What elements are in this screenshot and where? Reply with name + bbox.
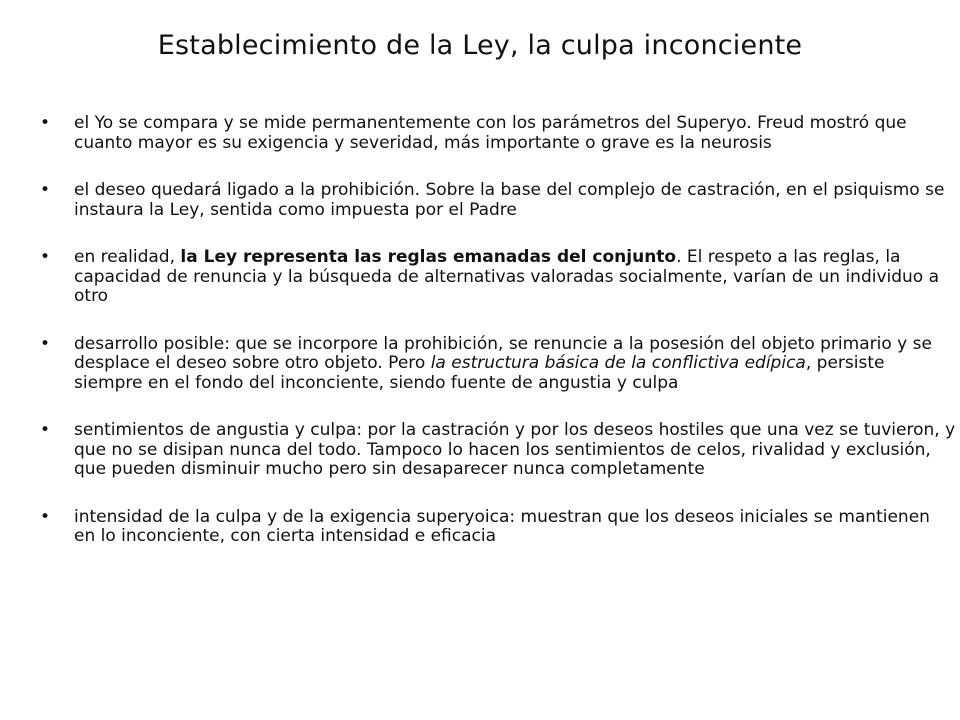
- bullet-text-pre: en realidad,: [74, 247, 181, 267]
- slide-title: Establecimiento de la Ley, la culpa inconciente: [157, 30, 803, 61]
- bullet-text: sentimientos de angustia y culpa: por la castración y por los deseos hostiles que una vez se tuvieron, y que no se disipan nunca del todo. Tampoco lo hacen los sentimientos de celos, rivalidad y exclusión, que pueden disminuir mucho pero sin desaparecer nunca completamente: [74, 420, 956, 479]
- bullet-item: [40, 335, 956, 394]
- bullet-item: [40, 508, 956, 547]
- bullet-item: [40, 421, 956, 480]
- bullet-item: [40, 114, 956, 153]
- bullet-text-post: . El respeto a las reglas, la capacidad de renuncia y la búsqueda de alternativas valoradas socialmente, varían de un individuo a otro: [74, 247, 940, 306]
- bullet-item: [40, 181, 956, 220]
- bullet-text: el Yo se compara y se mide permanentemente con los parámetros del Superyo. Freud mostró que cuanto mayor es su exigencia y severidad, más importante o grave es la neurosis: [74, 113, 907, 153]
- bullet-list: [40, 114, 956, 575]
- bullet-text: el deseo quedará ligado a la prohibición. Sobre la base del complejo de castración, en el psiquismo se instaura la Ley, sentida como impuesta por el Padre: [74, 180, 945, 220]
- bullet-text-post: , persiste siempre en el fondo del inconciente, siendo fuente de angustia y culpa: [74, 353, 885, 393]
- bullet-text: intensidad de la culpa y de la exigencia superyoica: muestran que los deseos iniciales se mantienen en lo inconciente, con cierta intensidad e eficacia: [74, 506, 930, 546]
- bullet-text-bold: la Ley representa las reglas emanadas del conjunto: [180, 247, 677, 267]
- bullet-text-pre: desarrollo posible: que se incorpore la prohibición, se renuncie a la posesión del objeto primario y se desplace el deseo sobre otro objeto. Pero: [74, 333, 932, 373]
- bullet-text-italic: la estructura básica de la conflictiva edípica: [430, 353, 806, 373]
- bullet-item: [40, 248, 956, 307]
